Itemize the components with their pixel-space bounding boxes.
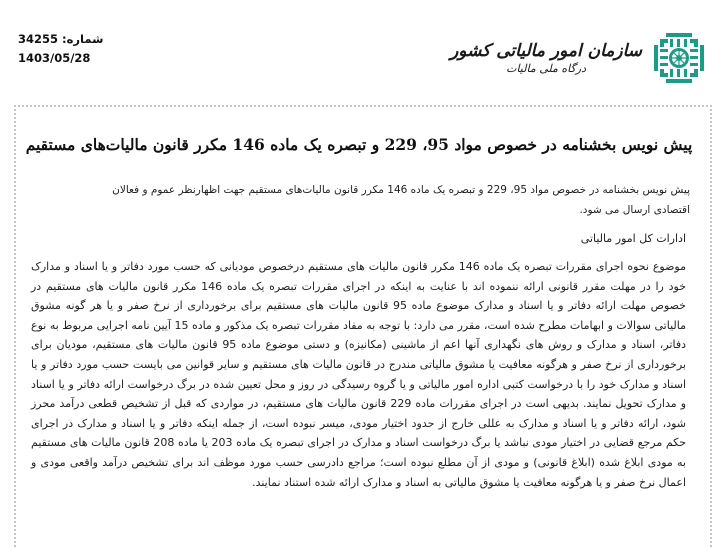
organization-logo (450, 28, 706, 88)
tax-organization-emblem-icon (652, 31, 706, 85)
document-body: موضوع نحوه اجرای مقررات تبصره یک ماده 146 مکرر قانون مالیات های مستقیم درخصوص مودیانی که حسب مورد دفاتر و یا اسناد و مدارک خود را در مهلت مقرر قانونی ارائه ننموده اند با عنایت به اینکه در اجرای مقررات تبصره یک ماده 146 مکرر قانون مالیات های مستقیم در خصوص مهلت ارائه دفاتر و یا اسناد و مدارک موضوع ماده 95 قانون مالیات های مستقیم برای برخورداری از نرخ صفر و یا هر گونه مشوق مالیاتی سوالات و ابهامات مطرح شده است، مقرر می دارد: با توجه به مفاد مقررات تبصره یک مذکور و ماده 15 آیین نامه اجرایی مربوط به نوع دفاتر، اسناد و مدارک و روش های نگهداری آنها اعم از ماشینی (مکانیزه) و دستی موضوع ماده 95 قانون مالیات های مستقیم، مودیان برای برخورداری از نرخ صفر و هرگونه معافیت یا مشوق مالیاتی مندرج در قانون مالیات های مستقیم و سایر قوانین می بایست حسب مورد دفاتر و یا اسناد و مدارک خود را با درخواست کتبی اداره امور مالیاتی و یا گروه رسیدگی در روز و محل تعیین شده در برگ درخواست ارائه دفاتر و یا اسناد و مدارک تحویل نمایند. بدیهی است در اجرای مقررات ماده 229 قانون مالیات های مستقیم، در مواردی که قبل از تشخیص قطعی درآمد محرز شود، ارائه دفاتر و یا اسناد و مدارک به عللی خارج از حدود اختیار مودی، میسر نبوده است، از جمله اینکه دفاتر و یا اسناد و مدارک در اجرای حکم مرجع قضایی در اختیار مودی نباشد یا برگ درخواست اسناد و مدارک در اجرای تبصره یک ماده 203 یا ماده 208 قانون مالیات های مستقیم به مودی ابلاغ شده (ابلاغ قانونی) و مودی از آن مطلع نبوده است؛ مراجع دادرسی حسب مورد موظف اند برای تشخیص درآمد واقعی مودی و اعمال نرخ صفر و یا هرگونه معافیت یا مشوق مالیاتی به اسناد و مدارک ارائه شده استناد نمایند. (31, 260, 687, 489)
document-title: پیش نویس بخشنامه در خصوص مواد 95، 229 و تبصره یک ماده 146 مکرر قانون مالیات‌های مستقیم (25, 135, 693, 154)
organization-name: سازمان امور مالیاتی کشور (450, 41, 642, 61)
letter-date: 1403/05/28 (18, 51, 91, 65)
document-addressee: ادارات کل امور مالیاتی (580, 232, 686, 245)
document-summary: پیش نویس بخشنامه در خصوص مواد 95، 229 و تبصره یک ماده 146 مکرر قانون مالیات‌های مستقیم جهت اظهارنظر عموم و فعالان اقتصادی ارسال می شود. (112, 184, 690, 216)
organization-subtitle: درگاه ملی مالیات (506, 62, 586, 75)
letterhead (0, 0, 720, 100)
organization-name-block (450, 40, 642, 76)
letter-number-row (18, 30, 103, 49)
letter-number: 34255 (18, 32, 59, 46)
letter-number-label: شماره: (62, 32, 104, 46)
document-meta (18, 30, 103, 68)
